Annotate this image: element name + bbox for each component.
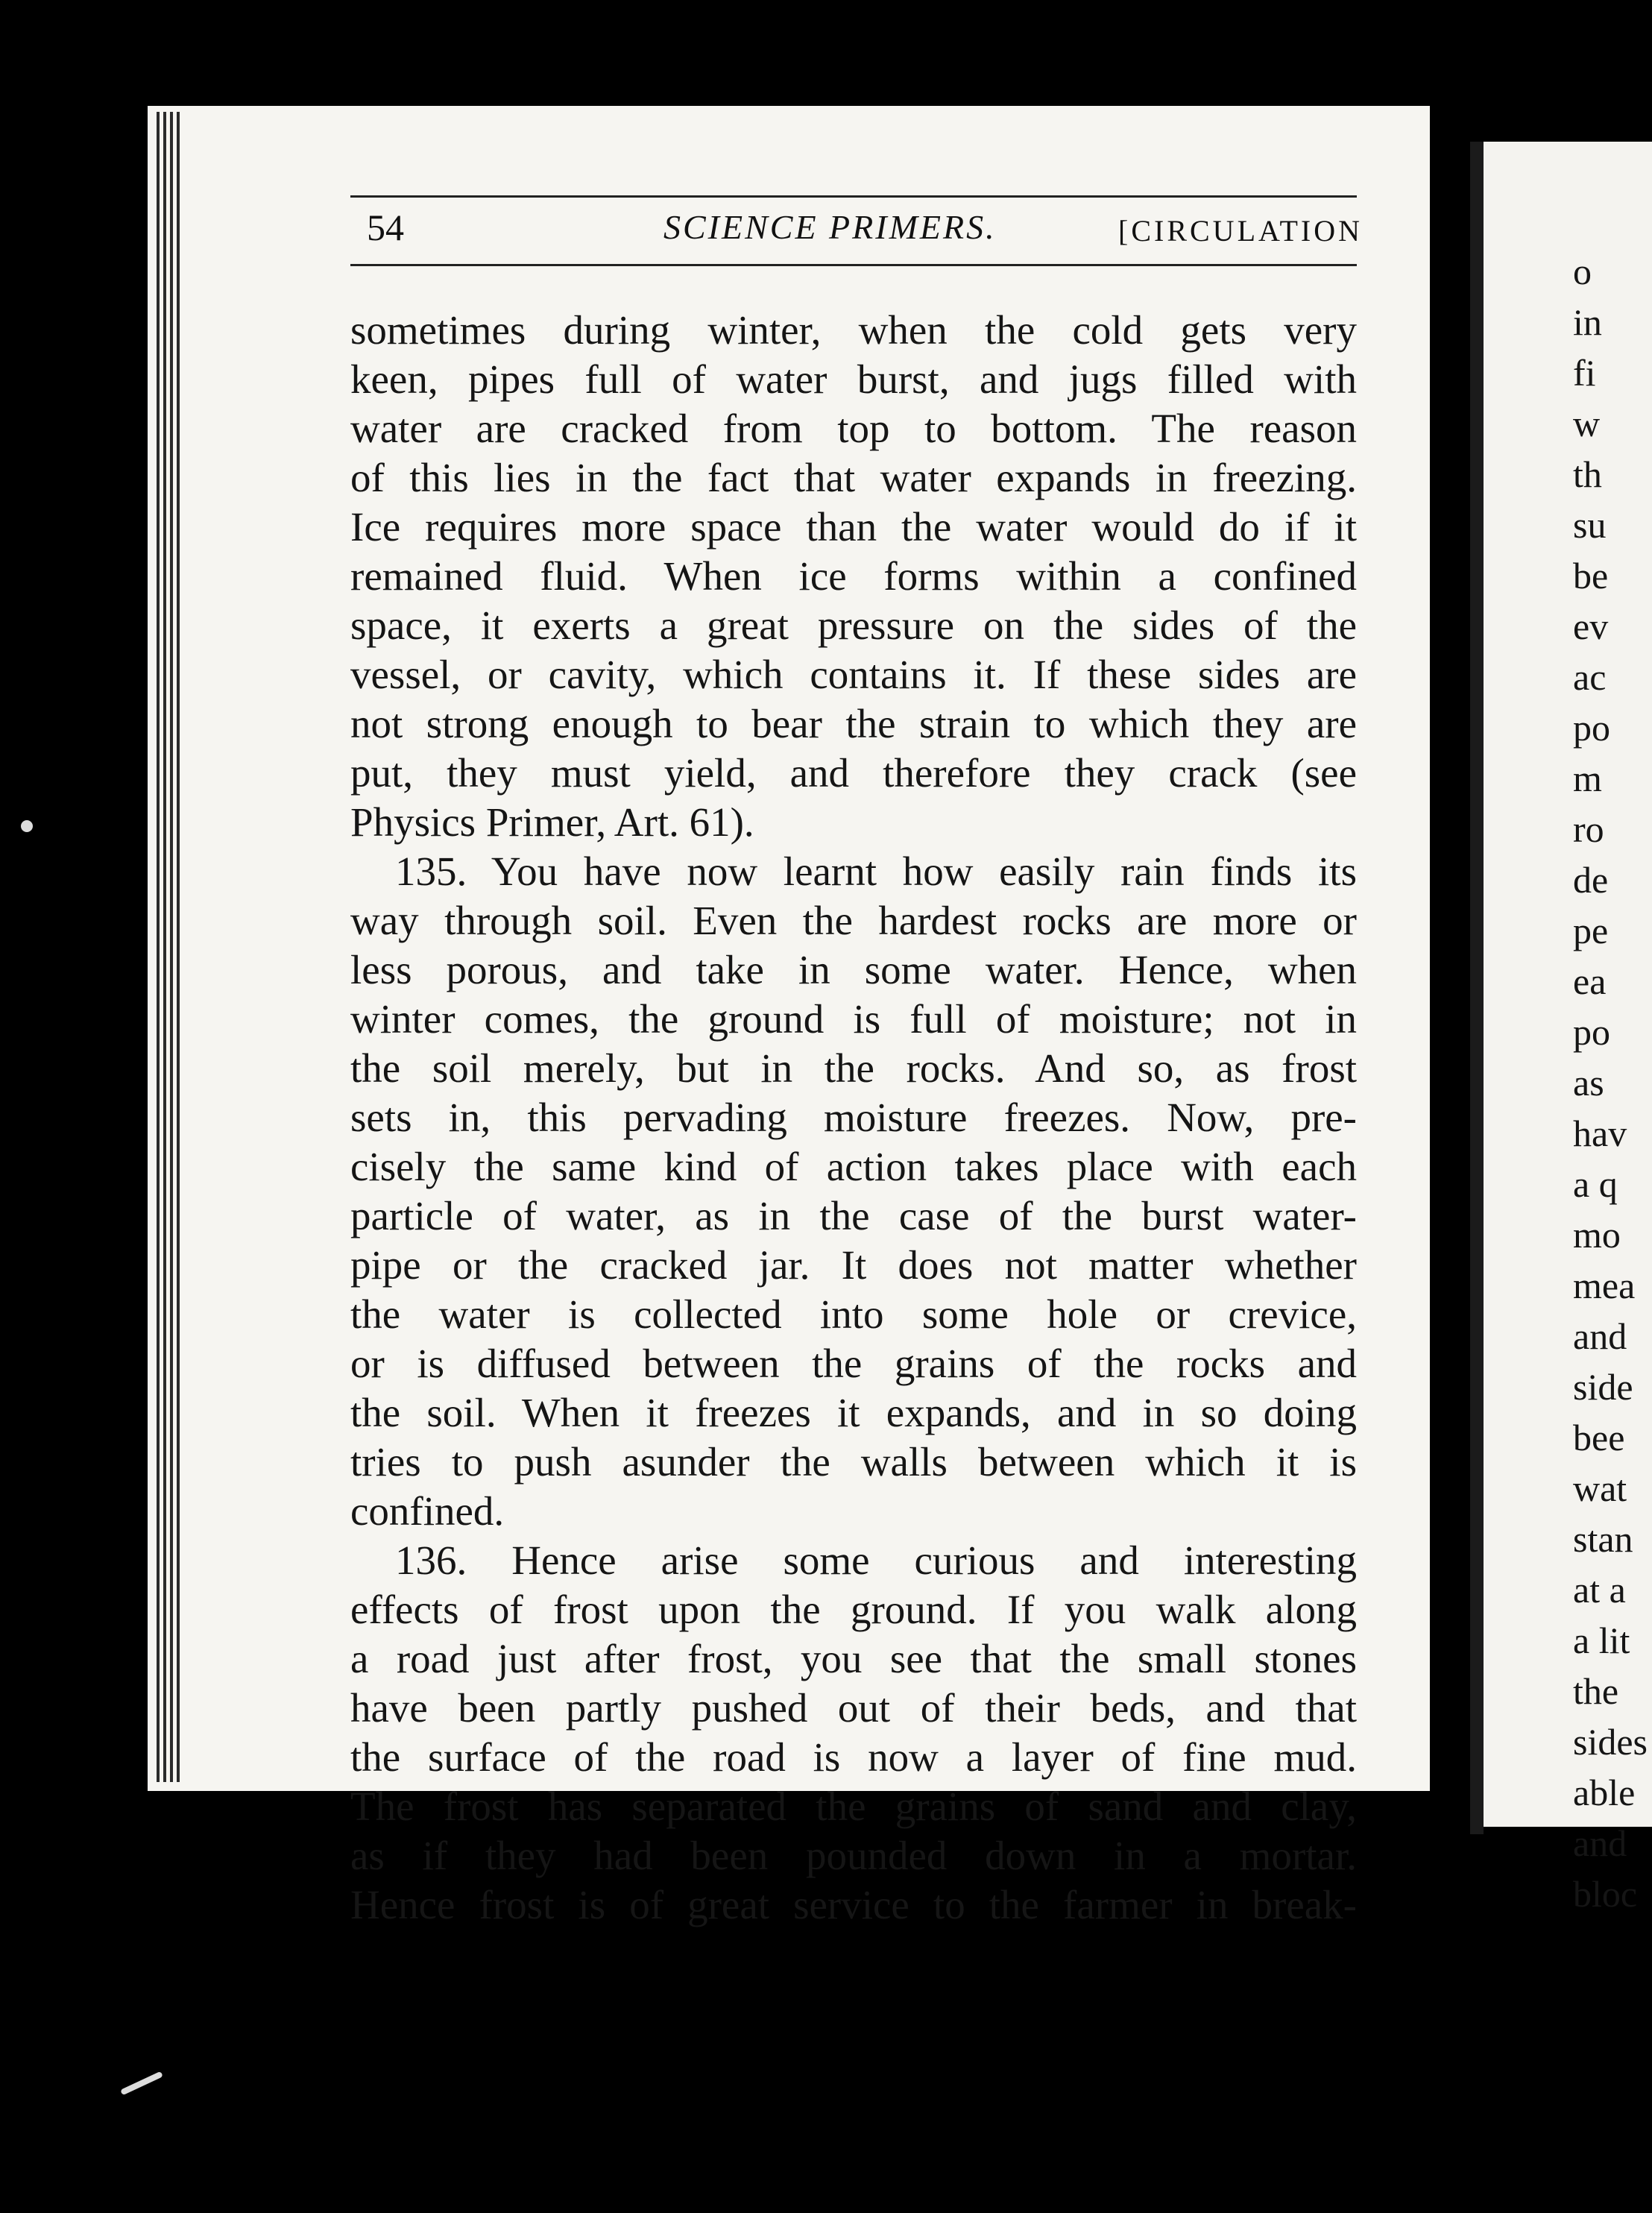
text-line: the water is collected into some hole or crevice,	[350, 1291, 1357, 1337]
fragment-line: ev	[1573, 605, 1609, 647]
fragment-line: be	[1573, 555, 1609, 596]
text-line: have been partly pushed out of their beds, and that	[350, 1685, 1357, 1731]
fragment-line: and	[1573, 1822, 1627, 1864]
fragment-line: ro	[1573, 808, 1604, 850]
fragment-line: stan	[1573, 1518, 1633, 1560]
fragment-line: sides	[1573, 1721, 1648, 1763]
text-line: the soil merely, but in the rocks. And so, as frost	[350, 1045, 1357, 1091]
fragment-line: wat	[1573, 1467, 1627, 1509]
text-line: put, they must yield, and therefore they crack (see	[350, 750, 1357, 796]
text-line: a road just after frost, you see that the small stones	[350, 1636, 1357, 1681]
text-line: Hence frost is of great service to the farmer in break-	[350, 1882, 1357, 1927]
text-line: of this lies in the fact that water expands in freezing.	[350, 455, 1357, 500]
fragment-line: po	[1573, 707, 1610, 749]
fragment-line: fi	[1573, 352, 1596, 394]
fragment-line: mea	[1573, 1265, 1636, 1306]
text-line: Physics Primer, Art. 61).	[350, 799, 754, 845]
fragment-line: mo	[1573, 1214, 1621, 1256]
text-line: vessel, or cavity, which contains it. If these sides are	[350, 652, 1357, 697]
fragment-line: ea	[1573, 960, 1607, 1002]
text-line: winter comes, the ground is full of moisture; not in	[350, 996, 1357, 1042]
fragment-line: m	[1573, 758, 1602, 799]
text-line: sometimes during winter, when the cold gets very	[350, 307, 1357, 353]
text-line: 135. You have now learnt how easily rain finds its	[395, 849, 1357, 894]
page-number: 54	[367, 207, 404, 248]
book-gutter	[1470, 142, 1484, 1834]
text-line: confined.	[350, 1488, 505, 1534]
text-line: way through soil. Even the hardest rocks are more or	[350, 898, 1357, 943]
fragment-line: hav	[1573, 1112, 1627, 1154]
text-line: the soil. When it freezes it expands, and in so doing	[350, 1390, 1357, 1435]
fragment-line: a q	[1573, 1163, 1618, 1205]
page-edges	[157, 112, 186, 1782]
fragment-line: th	[1573, 453, 1602, 495]
fragment-line: side	[1573, 1366, 1633, 1408]
header-top-rule	[350, 195, 1357, 198]
page-body-text	[350, 306, 1357, 1930]
fragment-line: bee	[1573, 1417, 1625, 1458]
text-line: keen, pipes full of water burst, and jugs filled with	[350, 356, 1357, 402]
fragment-line: w	[1573, 403, 1601, 444]
fragment-line: a lit	[1573, 1619, 1630, 1661]
text-line: not strong enough to bear the strain to which they are	[350, 701, 1357, 746]
text-line: pipe or the cracked jar. It does not matter whether	[350, 1242, 1357, 1288]
fragment-line: po	[1573, 1011, 1610, 1053]
fragment-line: de	[1573, 859, 1609, 901]
text-line: tries to push asunder the walls between which it is	[350, 1439, 1357, 1485]
right-page-text-fragments	[1573, 246, 1652, 1919]
dust-speck	[21, 820, 33, 832]
text-line: the surface of the road is now a layer of fine mud.	[350, 1734, 1357, 1780]
text-line: cisely the same kind of action takes place with each	[350, 1144, 1357, 1189]
fragment-line: able	[1573, 1772, 1636, 1813]
fragment-line: o	[1573, 251, 1592, 292]
fragment-line: pe	[1573, 910, 1609, 951]
text-line: particle of water, as in the case of the burst water-	[350, 1193, 1357, 1238]
fragment-line: bloc	[1573, 1873, 1638, 1915]
text-line: or is diffused between the grains of the rocks and	[350, 1341, 1357, 1386]
fragment-line: and	[1573, 1315, 1627, 1357]
text-line: space, it exerts a great pressure on the sides of the	[350, 602, 1357, 648]
text-line: as if they had been pounded down in a mortar.	[350, 1833, 1357, 1878]
text-line: water are cracked from top to bottom. The reason	[350, 406, 1357, 451]
running-title: SCIENCE PRIMERS.	[663, 208, 997, 246]
text-line: sets in, this pervading moisture freezes. Now, pre-	[350, 1095, 1357, 1140]
text-line: 136. Hence arise some curious and interesting	[395, 1537, 1357, 1583]
fragment-line: ac	[1573, 656, 1607, 698]
text-line: remained fluid. When ice forms within a confined	[350, 553, 1357, 599]
text-line: Ice requires more space than the water would do if it	[350, 504, 1357, 550]
text-line: effects of frost upon the ground. If you walk along	[350, 1587, 1357, 1632]
running-section: [CIRCULATION	[1118, 214, 1363, 248]
fragment-line: as	[1573, 1062, 1604, 1104]
header-bottom-rule	[350, 264, 1357, 266]
text-line: The frost has separated the grains of sand and clay,	[350, 1784, 1357, 1829]
running-header	[350, 183, 1363, 280]
fragment-line: at a	[1573, 1569, 1626, 1611]
fragment-line: the	[1573, 1670, 1619, 1712]
text-line: less porous, and take in some water. Hence, when	[350, 947, 1357, 992]
fragment-line: in	[1573, 301, 1602, 343]
fragment-line: su	[1573, 504, 1607, 546]
